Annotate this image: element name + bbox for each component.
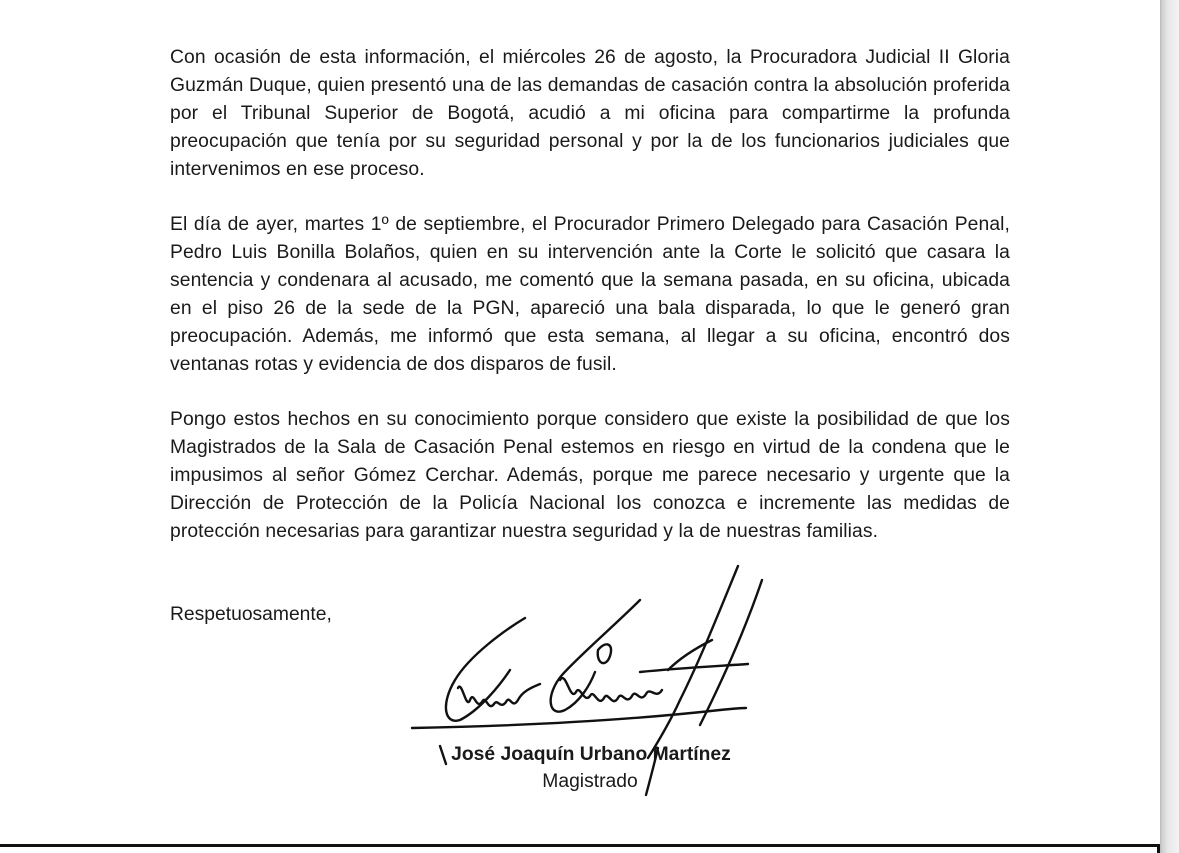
signer-title-text: Magistrado (542, 771, 638, 792)
paragraph-1: Con ocasión de esta información, el miércoles 26 de agosto, la Procuradora Judicial II Gloria Guzmán Duque, quien presentó una de las demandas de casación contra la absolución proferida por el Tribunal Superior de Bogotá, acudió a mi oficina para compartirme la profunda preocupación que tenía por su seguridad personal y por la de los funcionarios judiciales que intervenimos en ese proceso. (170, 47, 1010, 180)
paragraph-2: El día de ayer, martes 1º de septiembre, el Procurador Primero Delegado para Casación Penal, Pedro Luis Bonilla Bolaños, quien en su intervención ante la Corte le solicitó que casara la sentencia y condenara al acusado, me comentó que la semana pasada, en su oficina, ubicada en el piso 26 de la sede de la PGN, apareció una bala disparada, lo que le generó gran preocupación. Además, me informó que esta semana, al llegar a su oficina, encontró dos ventanas rotas y evidencia de dos disparos de fusil. (170, 214, 1010, 375)
bottom-border (0, 844, 1160, 853)
bottom-border-corner (1157, 844, 1160, 853)
paragraph-3: Pongo estos hechos en su conocimiento porque considero que existe la posibilidad de que los Magistrados de la Sala de Casación Penal estemos en riesgo en virtud de la condena que le impusimos al señor Gómez Cerchar. Además, porque me parece necesario y urgente que la Dirección de Protección de la Policía Nacional los conozca e incremente las medidas de protección necesarias para garantizar nuestra seguridad y la de nuestras familias. (170, 409, 1010, 542)
page-edge-shadow (1160, 0, 1179, 853)
signer-name: José Joaquín Urbano Martínez (451, 744, 731, 765)
handwritten-signature-icon (400, 560, 780, 800)
closing-salutation: Respetuosamente, (170, 604, 332, 625)
